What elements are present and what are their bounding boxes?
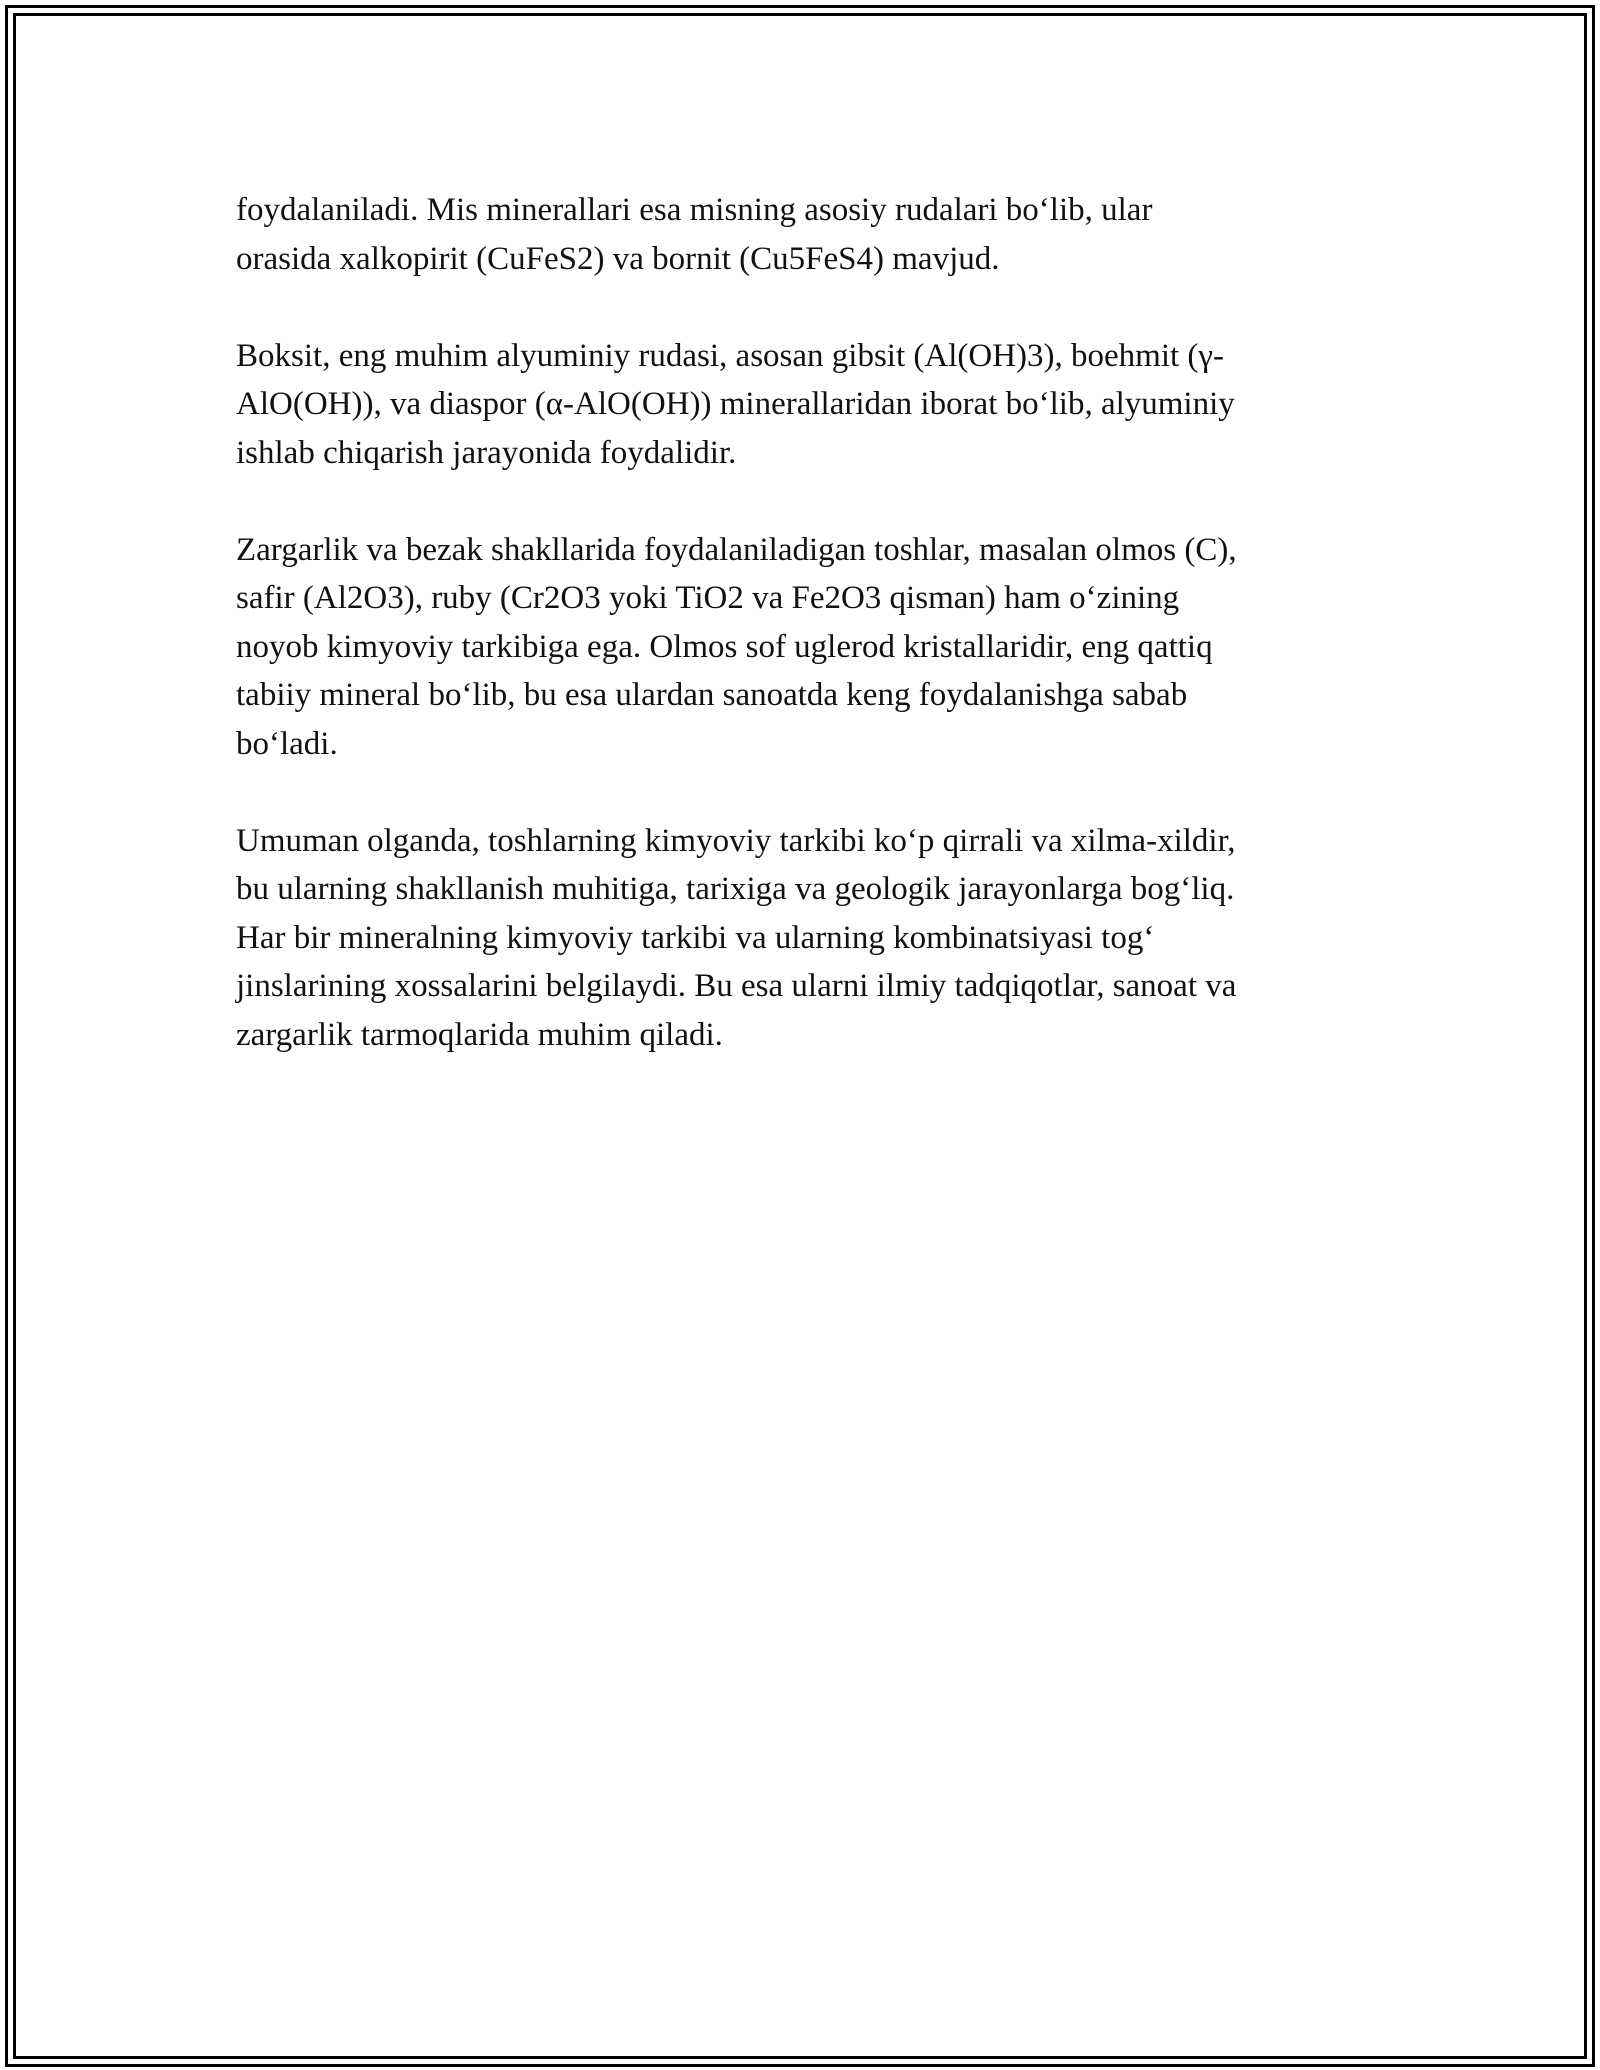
text-line: foydalaniladi. Mis minerallari esa misning asosiy rudalari bo‘lib, ular: [236, 192, 1153, 228]
text-line: Umuman olganda, toshlarning kimyoviy tarkibi ko‘p qirrali va xilma-xildir,: [236, 822, 1236, 859]
paragraph-copper-minerals: [236, 186, 1366, 283]
paragraph-conclusion: [236, 817, 1366, 1060]
text-line: Boksit, eng muhim alyuminiy rudasi, asosan gibsit (Al(OH)3), boehmit (γ-: [236, 337, 1224, 374]
text-line: tabiiy mineral bo‘lib, bu esa ulardan sanoatda keng foydalanishga sabab: [236, 677, 1188, 713]
text-line: bo‘ladi.: [236, 725, 338, 762]
text-line: jinslarining xossalarini belgilaydi. Bu esa ularni ilmiy tadqiqotlar, sanoat va: [236, 968, 1237, 1004]
text-line: ishlab chiqarish jarayonida foydalidir.: [236, 434, 737, 471]
paragraph-bauxite: [236, 332, 1366, 478]
text-line: Zargarlik va bezak shakllarida foydalaniladigan toshlar, masalan olmos (C),: [236, 531, 1237, 568]
text-line: AlO(OH)), va diaspor (α-AlO(OH)) minerallaridan iborat bo‘lib, alyuminiy: [236, 386, 1235, 422]
text-line: bu ularning shakllanish muhitiga, tarixiga va geologik jarayonlarga bog‘liq.: [236, 871, 1235, 907]
text-line: Har bir mineralning kimyoviy tarkibi va ularning kombinatsiyasi tog‘: [236, 919, 1155, 956]
text-line: noyob kimyoviy tarkibiga ega. Olmos sof uglerod kristallaridir, eng qattiq: [236, 628, 1213, 665]
text-line: safir (Al2O3), ruby (Cr2O3 yoki TiO2 va Fe2O3 qisman) ham o‘zining: [236, 580, 1180, 616]
document-body: [236, 186, 1366, 1108]
text-line: zargarlik tarmoqlarida muhim qiladi.: [236, 1016, 723, 1053]
text-line: orasida xalkopirit (CuFeS2) va bornit (Cu5FeS4) mavjud.: [236, 240, 1000, 277]
paragraph-gemstones: [236, 526, 1366, 769]
